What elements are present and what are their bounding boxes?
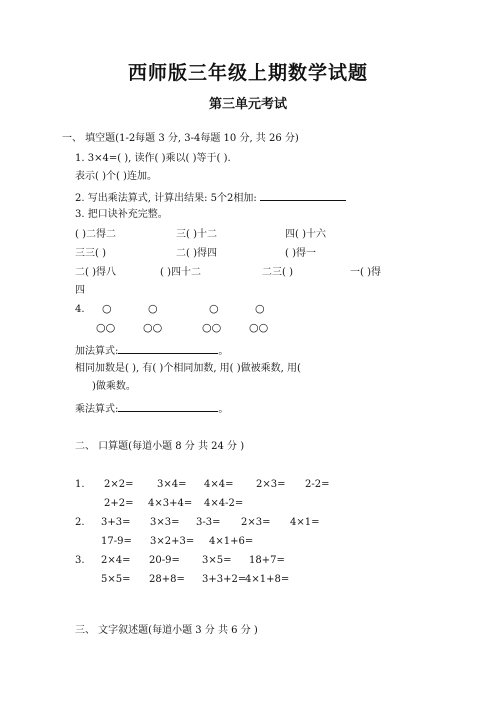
circle-group: ○○ [249,321,269,334]
page-title: 西师版三年级上期数学试题 [127,62,368,84]
section3-heading: 三、 文字叙述题(每道小题 3 分 共 6 分 ) [75,625,258,636]
q3-row4: 四 [75,285,85,296]
oral-item: 5×5= [101,574,131,585]
addition-equation: 加法算式: 。 [75,342,228,359]
q3-row1-item: 三( )十二 [176,229,217,240]
section2-heading: 二、 口算题(每道小题 8 分 共 24 分 ) [75,441,245,452]
oral-item: 4×3+4= [148,498,193,509]
oral-item: 2+2= [104,498,134,509]
circle-group: ○○ [202,321,222,334]
oral-item: 4×1+8= [245,574,290,585]
q3-row2-item: ( )得一 [285,248,316,259]
page-subtitle: 第三单元考试 [208,97,287,112]
oral-row-number: 3. [75,555,85,566]
q3-row3-item: 二( )得八 [75,267,116,278]
circle-group: ○○ [143,321,163,334]
q3-row3-item: ( )四十二 [160,267,201,278]
oral-item: 3×5= [202,555,232,566]
q3-row2-item: 三三( ) [75,248,106,259]
circle-group: ○ [102,302,112,315]
oral-item: 2-2= [305,479,330,490]
oral-item: 20-9= [149,555,180,566]
oral-item: 2×3= [256,479,286,490]
multiplication-answer-blank [118,400,218,412]
q3-row3-item: 一( )得 [350,267,381,278]
oral-item: 3+3= [101,517,131,528]
q3-row1-item: ( )二得二 [75,229,116,240]
oral-item: 4×4= [204,479,234,490]
oral-item: 3-3= [196,517,221,528]
oral-item: 2×2= [104,479,134,490]
oral-item: 4×4-2= [204,498,244,509]
oral-item: 3×4= [157,479,187,490]
circle-group: ○ [148,302,158,315]
oral-item: 2×3= [241,517,271,528]
oral-item: 4×1+6= [209,536,254,547]
oral-item: 28+8= [149,574,185,585]
addition-answer-blank [118,342,218,354]
q3-row3-item: 二三( ) [262,267,293,278]
q4-label: 4. [75,304,85,315]
section1-heading: 一、 填空题(1-2每题 3 分, 3-4每题 10 分, 共 26 分) [62,133,299,144]
oral-item: 4×1= [290,517,320,528]
circle-group: ○ [209,302,219,315]
q1-line1: 1. 3×4=( ), 读作( )乘以( )等于( ). [75,153,231,164]
multiplication-equation: 乘法算式: 。 [75,400,228,417]
oral-item: 3+3+2= [202,574,247,585]
oral-item: 17-9= [101,536,132,547]
oral-item: 3×3= [150,517,180,528]
oral-row-number: 1. [75,479,85,490]
oral-item: 18+7= [249,555,285,566]
oral-item: 3×2+3= [150,536,195,547]
fill-line2: )做乘数。 [92,381,136,392]
q1-line2: 表示( )个( )连加。 [75,171,157,182]
oral-item: 2×4= [101,555,131,566]
q3-heading: 3. 把口诀补充完整。 [75,209,168,220]
q3-row1-item: 四( )十六 [285,229,326,240]
circle-group: ○○ [96,321,116,334]
oral-row-number: 2. [75,517,85,528]
fill-line1: 相同加数是( ), 有( )个相同加数, 用( )做被乘数, 用( [75,363,301,374]
q2-answer-blank [260,189,346,201]
q2-text: 2. 写出乘法算式, 计算出结果: 5个2相加: [75,189,346,206]
q3-row2-item: 二( )得四 [176,248,217,259]
circle-group: ○ [255,302,265,315]
